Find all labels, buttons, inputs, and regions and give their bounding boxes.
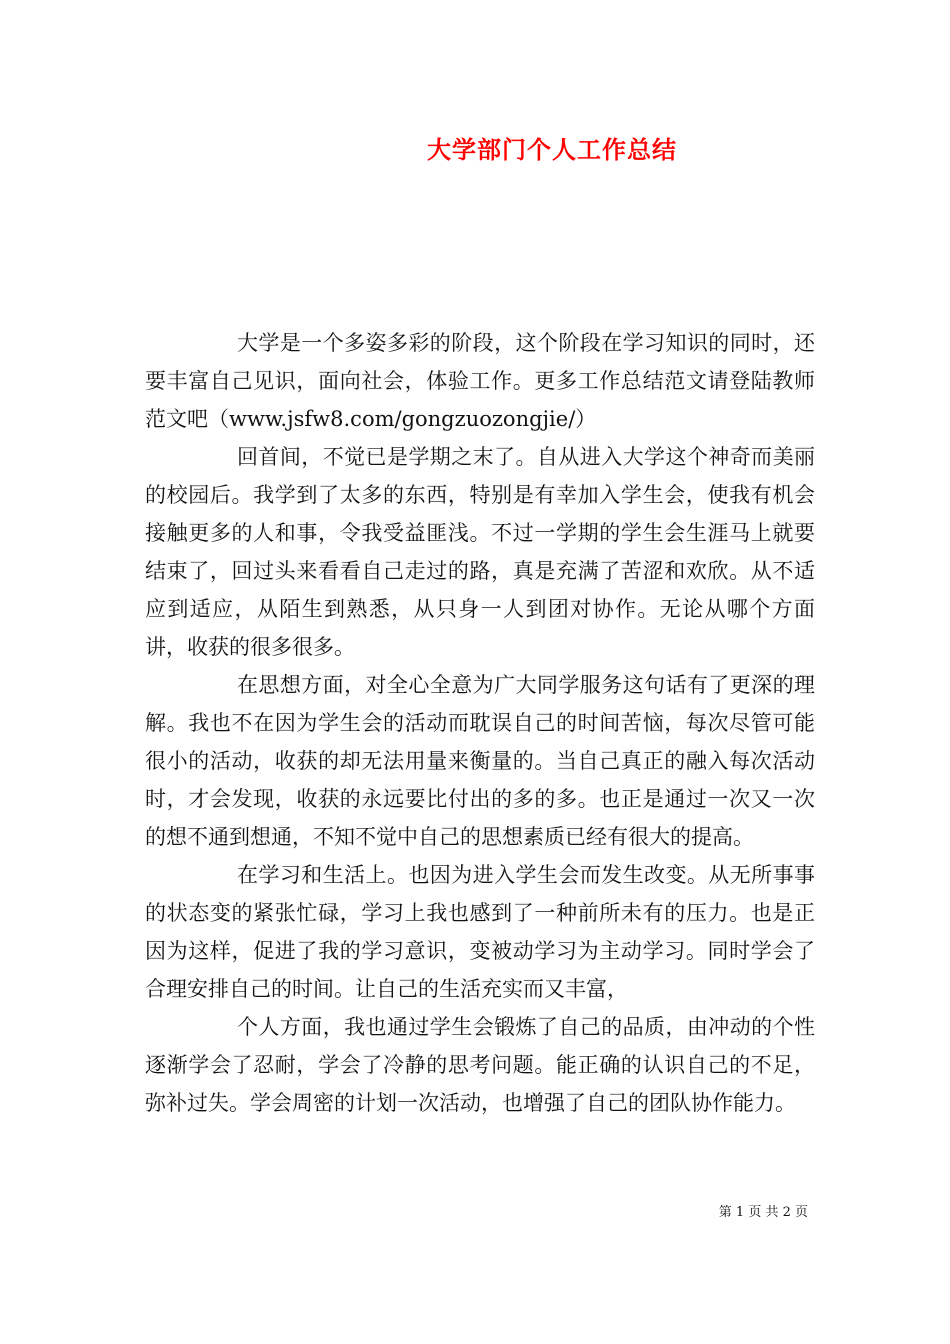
paragraph-study-life: 在学习和生活上。也因为进入学生会而发生改变。从无所事事的状态变的紧张忙碌，学习上我也感到了一种前所未有的压力。也是正因为这样，促进了我的学习意识，变被动学习为主动学习。同时学会了合理安排自己的时间。让自己的生活充实而又丰富， (145, 863, 815, 1001)
paragraph-intro: 大学是一个多姿多彩的阶段，这个阶段在学习知识的同时，还要丰富自己见识，面向社会，体验工作。更多工作总结范文请登陆教师范文吧（www.jsfw8.com/gongzuozongjie/） (145, 331, 815, 431)
document-title: 大学部门个人工作总结 (427, 136, 677, 164)
paragraph-review: 回首间，不觉已是学期之末了。自从进入大学这个神奇而美丽的校园后。我学到了太多的东西，特别是有幸加入学生会，使我有机会接触更多的人和事，令我受益匪浅。不过一学期的学生会生涯马上就要结束了，回过头来看看自己走过的路，真是充满了苦涩和欢欣。从不适应到适应，从陌生到熟悉，从只身一人到团对协作。无论从哪个方面讲，收获的很多很多。 (145, 445, 815, 659)
page-number-footer: 第 1 页 共 2 页 (718, 1205, 808, 1220)
paragraph-personal: 个人方面，我也通过学生会锻炼了自己的品质，由冲动的个性逐渐学会了忍耐，学会了冷静的思考问题。能正确的认识自己的不足，弥补过失。学会周密的计划一次活动，也增强了自己的团队协作能力。 (145, 1015, 815, 1115)
paragraph-thought: 在思想方面，对全心全意为广大同学服务这句话有了更深的理解。我也不在因为学生会的活动而耽误自己的时间苦恼，每次尽管可能很小的活动，收获的却无法用量来衡量的。当自己真正的融入每次活动时，才会发现，收获的永远要比付出的多的多。也正是通过一次又一次的想不通到想通，不知不觉中自己的思想素质已经有很大的提高。 (145, 673, 815, 849)
document-body (145, 324, 815, 1122)
